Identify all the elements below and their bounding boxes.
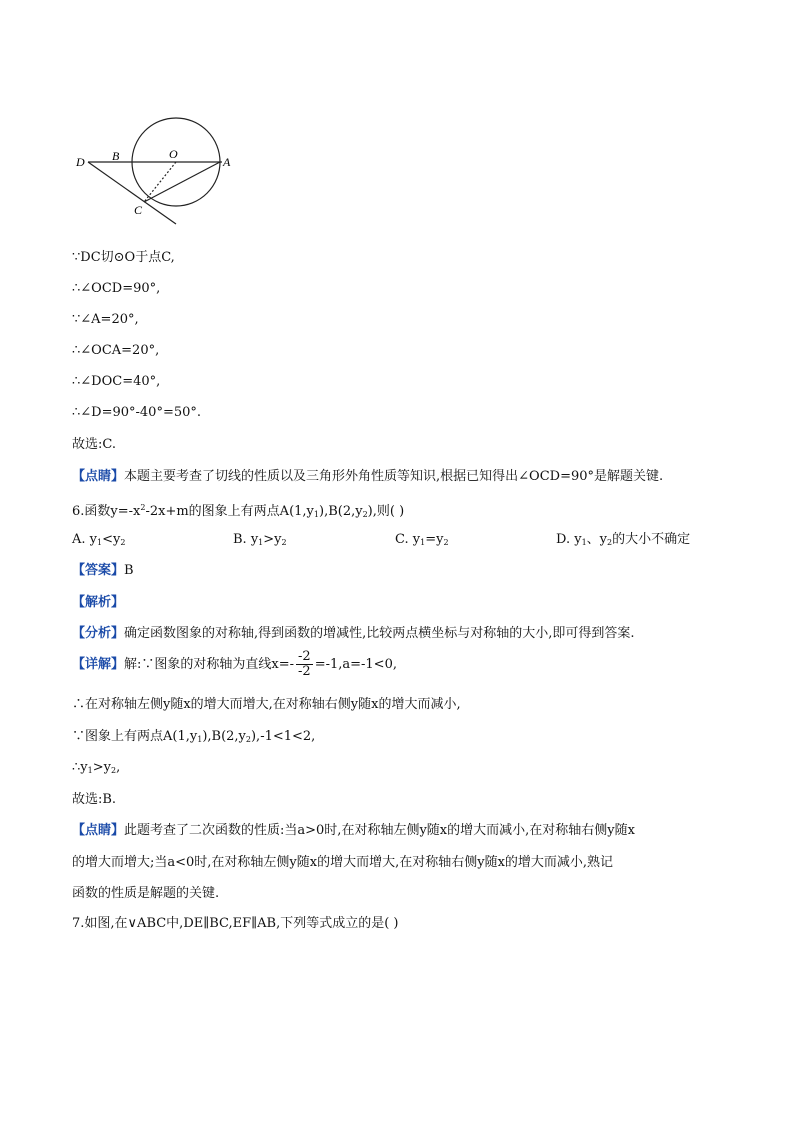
- q6-comment-2: 的增大而增大;当a<0时,在对称轴左侧y随x的增大而增大,在对称轴右侧y随x的增大而减小,熟记: [72, 855, 614, 870]
- q6-comment-3: 函数的性质是解题的关键.: [72, 886, 220, 901]
- solution-line-4: ∴∠OCA=20°,: [72, 343, 160, 358]
- detail-line: 【详解】解:∵图象的对称轴为直线x=- $\frac{-2}{-2}$ =-1,a=-1<0,: [72, 649, 397, 679]
- option-c[interactable]: C. $y_1=y_2$: [395, 532, 449, 547]
- detail-line-2: ∴在对称轴左侧y随x的增大而增大,在对称轴右侧y随x的增大而减小,: [72, 697, 461, 712]
- solution-line-3: ∵∠A=20°,: [72, 312, 139, 327]
- label-b: B: [112, 149, 120, 163]
- solution-line-5: ∴∠DOC=40°,: [72, 374, 161, 389]
- q6-comment-1: 【点睛】此题考查了二次函数的性质:当a>0时,在对称轴左侧y随x的增大而减小,在对称轴右侧y随x: [72, 823, 635, 838]
- label-c: C: [134, 203, 143, 217]
- label-a: A: [223, 155, 231, 169]
- solution-line-2: ∴∠OCD=90°,: [72, 281, 161, 296]
- detail-line-4: $\therefore y_1>y_2$,: [72, 760, 121, 775]
- chord-ca: [144, 162, 220, 202]
- analysis-tag: 【解析】: [72, 595, 125, 610]
- circle-tangent-figure: [72, 108, 252, 226]
- solution-comment: [72, 469, 663, 485]
- fenxi-line: 【分析】确定函数图象的对称轴,得到函数的增减性,比较两点横坐标与对称轴的大小,即可得到答案.: [72, 626, 635, 641]
- comment-tag: 【点睛】: [72, 469, 125, 484]
- fraction: $\frac{-2}{-2}$: [298, 649, 311, 679]
- question-7-stem: 7.如图,在∨ABC中,DE∥BC,EF∥AB,下列等式成立的是( ): [72, 916, 399, 931]
- question-6-stem: 6.函数$y=-x^2-2x+m$的图象上有两点$A(1,y_1),B(2,y_2)$,则( ): [72, 503, 405, 519]
- solution-line-1: ∵DC切⊙O于点C,: [72, 250, 175, 265]
- label-o: O: [169, 147, 178, 161]
- answer-line: [72, 563, 134, 579]
- label-d: D: [76, 155, 85, 169]
- detail-line-3: ∵图象上有两点$A(1,y_1),B(2,y_2),-1<1<2$,: [72, 729, 316, 744]
- answer-value: B: [124, 563, 134, 578]
- answer-tag: 【答案】: [72, 563, 125, 578]
- tangent-line-dc: [88, 162, 176, 224]
- option-b[interactable]: B. $y_1>y_2$: [233, 532, 287, 547]
- solution-choice: 故选:C.: [72, 437, 116, 452]
- detail-choice: 故选:B.: [72, 792, 117, 807]
- option-a[interactable]: A. $y_1<y_2$: [72, 532, 126, 547]
- solution-line-6: ∴∠D=90°-40°=50°.: [72, 405, 202, 420]
- option-d[interactable]: D. $y_1$、$y_2$的大小不确定: [556, 532, 691, 547]
- comment-text: 本题主要考查了切线的性质以及三角形外角性质等知识,根据已知得出∠OCD=90°是解题关键.: [124, 469, 664, 484]
